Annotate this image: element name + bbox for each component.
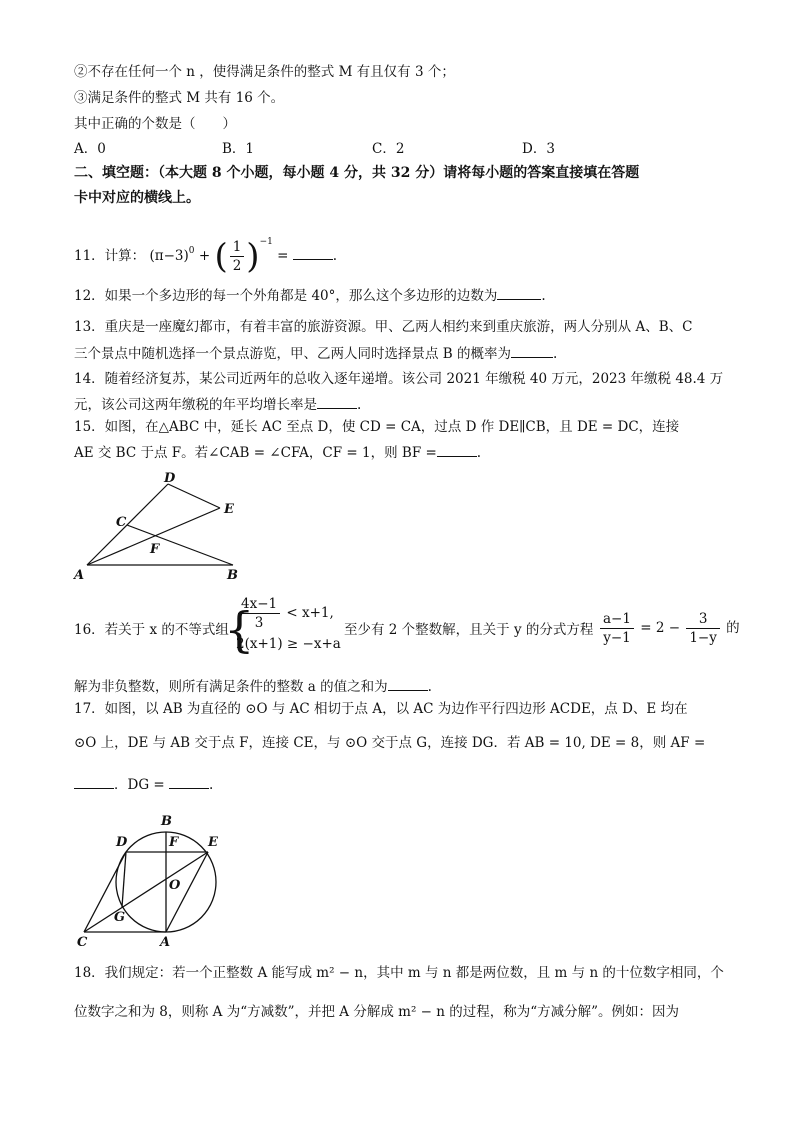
question-15-line2 (74, 442, 481, 463)
q17-label-b: B (161, 814, 172, 829)
q11-exp0: 0 (188, 246, 195, 256)
option-a: A．0 (74, 141, 106, 157)
question-12 (74, 285, 546, 306)
q16-brace: { (224, 602, 255, 658)
q15-segment-de (168, 484, 220, 508)
q16-end: . (427, 679, 432, 695)
q17-af-blank[interactable] (74, 774, 114, 789)
option-b: B．1 (222, 141, 255, 157)
q15-label-a: A (74, 568, 85, 583)
q17-segment-ce (84, 852, 208, 932)
q17-label-a: A (160, 935, 171, 950)
q14-text: 元，该公司这两年缴税的年平均增长率是 (74, 397, 317, 413)
q14-answer-blank[interactable] (317, 394, 357, 409)
q17-end: . (209, 777, 214, 793)
q17-label-f: F (169, 835, 179, 850)
q11-end: . (332, 248, 338, 264)
q16-ineq1-rhs: < x+1, (286, 605, 334, 621)
question-14-line2 (74, 394, 361, 415)
section-heading-line1: 二、填空题：（本大题 8 个小题，每小题 4 分，共 32 分）请将每小题的答案直接填在答题 (74, 165, 640, 181)
q16-ineq1-fraction (238, 595, 280, 632)
q12-answer-blank[interactable] (497, 285, 541, 300)
q11-exp: −1 (259, 237, 273, 247)
q16-eq-fraction1 (600, 610, 634, 647)
q13-end: . (553, 346, 558, 362)
question-15-line1: 15．如图，在△ABC 中，延长 AC 至点 D，使 CD = CA，过点 D 作 DE∥CB，且 DE = DC，连接 (74, 419, 680, 435)
q16-eq-tail: 的 (726, 620, 740, 636)
q13-answer-blank[interactable] (511, 343, 553, 358)
q17-label-d: D (116, 835, 128, 850)
q13-text: 三个景点中随机选择一个景点游览，甲、乙两人同时选择景点 B 的概率为 (74, 346, 512, 362)
question-18-line1: 18．我们规定：若一个正整数 A 能写成 m² − n，其中 m 与 n 都是两位数，且 m 与 n 的十位数字相同，个 (74, 965, 724, 981)
q16-eq-fraction2 (686, 610, 720, 647)
q15-label-e: E (224, 502, 234, 517)
q16-ineq2: 2(x+1) ≥ −x+a (236, 636, 341, 652)
q15-segment-cb (127, 525, 233, 565)
q16-answer-blank[interactable] (388, 676, 428, 691)
q11-left-paren: ( (214, 236, 228, 277)
q15-label-d: D (164, 471, 176, 486)
q15-label-c: C (116, 515, 127, 530)
section-heading-line2: 卡中对应的横线上。 (74, 190, 200, 206)
q15-end: . (476, 445, 482, 461)
q17-mid: ．DG = (114, 777, 165, 793)
q17-label-g: G (114, 910, 126, 925)
q11-lead: 11．计算： (74, 248, 146, 264)
q17-label-e: E (208, 835, 218, 850)
q16-lead: 16．若关于 x 的不等式组 (74, 622, 229, 638)
question-17-line3 (74, 774, 213, 795)
q16-system (236, 595, 341, 655)
question-18-line2: 位数字之和为 8，则称 A 为“方减数”，并把 A 分解成 m² − n 的过程，称为“方减分解”。例如：因为 (74, 1004, 680, 1020)
q16-eq-mid: = 2 − (640, 620, 681, 636)
q11-den: 2 (232, 258, 242, 274)
q16-ineq1 (236, 595, 341, 632)
q16-text: 解为非负整数，则所有满足条件的整数 a 的值之和为 (74, 679, 388, 695)
q11-base: (π−3) (149, 248, 189, 264)
q17-segment-dg (122, 852, 126, 907)
option-d: D．3 (522, 141, 555, 157)
q17-label-c: C (77, 935, 88, 950)
prev-item-3: ③满足条件的整式 M 共有 16 个。 (74, 90, 285, 106)
q15-label-b: B (227, 568, 238, 583)
q12-text: 12．如果一个多边形的每一个外角都是 40°，那么这个多边形的边数为 (74, 288, 498, 304)
q11-answer-blank[interactable] (293, 245, 333, 260)
q16-ineq1-num: 4x−1 (238, 595, 280, 614)
q16-ineq1-den: 3 (254, 615, 264, 631)
question-13-line1: 13．重庆是一座魔幻都市，有着丰富的旅游资源。甲、乙两人相约来到重庆旅游，两人分别从 A、B、C (74, 319, 693, 335)
q16-eq-den1: y−1 (603, 630, 631, 646)
q16-eq-num1: a−1 (600, 610, 634, 629)
q11-right-paren: ) (246, 236, 260, 277)
question-13-line2 (74, 343, 557, 364)
q17-circle-figure (70, 808, 230, 953)
prev-question: 其中正确的个数是（ ） (74, 116, 236, 132)
q17-label-o: O (169, 878, 181, 893)
q16-eq-den2: 1−y (689, 630, 717, 646)
q16-equation (598, 610, 740, 647)
question-11 (74, 222, 337, 276)
q15-answer-blank[interactable] (437, 442, 477, 457)
question-16-line2 (74, 676, 432, 697)
q14-end: . (357, 397, 362, 413)
prev-item-2: ②不存在任何一个 n ，使得满足条件的整式 M 有且仅有 3 个； (74, 64, 455, 80)
q11-plus: + (198, 248, 211, 264)
q16-eq-num2: 3 (686, 610, 720, 629)
q11-equals: = (277, 248, 289, 264)
question-17-line1: 17．如图，以 AB 为直径的 ⊙O 与 AC 相切于点 A，以 AC 为边作平行四边形 ACDE，点 D、E 均在 (74, 701, 688, 717)
q16-mid: 至少有 2 个整数解，且关于 y 的分式方程 (344, 622, 594, 638)
question-17-line2: ⊙O 上，DE 与 AB 交于点 F，连接 CE，与 ⊙O 交于点 G，连接 DG．若 AB = 10, DE = 8，则 AF = (74, 735, 706, 751)
q15-triangle-figure (70, 470, 250, 585)
q17-dg-blank[interactable] (169, 774, 209, 789)
q15-text: AE 交 BC 于点 F。若∠CAB = ∠CFA，CF = 1，则 BF = (74, 445, 437, 461)
q11-num: 1 (230, 238, 245, 257)
q15-label-f: F (150, 542, 160, 557)
question-14-line1: 14．随着经济复苏，某公司近两年的总收入逐年递增。该公司 2021 年缴税 40 万元，2023 年缴税 48.4 万 (74, 371, 724, 387)
q11-fraction (230, 238, 245, 275)
q12-end: . (541, 288, 546, 304)
option-c: C．2 (372, 141, 405, 157)
